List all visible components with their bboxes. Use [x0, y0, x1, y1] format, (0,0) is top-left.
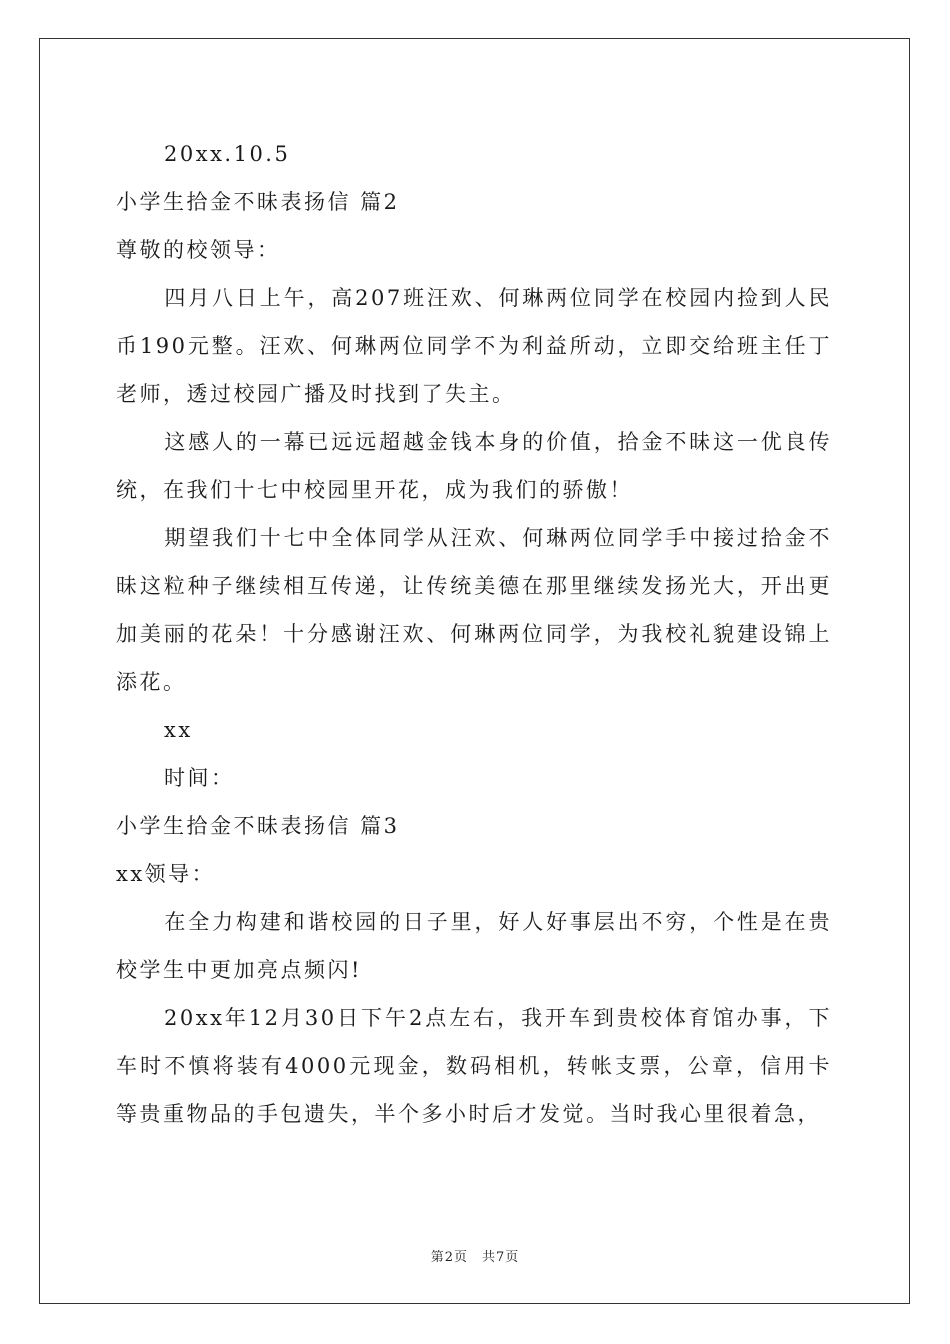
salutation-2: 尊敬的校领导： — [116, 238, 281, 262]
paragraph: 20xx年12月30日下午2点左右，我开车到贵校体育馆办事，下车时不慎将装有4000元现金，数码相机，转帐支票，公章，信用卡等贵重物品的手包遗失，半个多小时后才发觉。当时我心里很着急， — [116, 1006, 832, 1126]
page-footer — [0, 1246, 950, 1265]
section-heading-3: 小学生拾金不昧表扬信 篇3 — [116, 814, 400, 838]
section-heading-2: 小学生拾金不昧表扬信 篇2 — [116, 190, 400, 214]
paragraph: 在全力构建和谐校园的日子里，好人好事层出不穷，个性是在贵校学生中更加亮点频闪! — [116, 910, 832, 982]
page-current: 第2页 — [430, 1250, 468, 1265]
paragraph: 期望我们十七中全体同学从汪欢、何琳两位同学手中接过拾金不昧这粒种子继续相互传递，让传统美德在那里继续发扬光大，开出更加美丽的花朵！十分感谢汪欢、何琳两位同学，为我校礼貌建设锦上添花。 — [116, 526, 832, 694]
paragraph: 四月八日上午，高207班汪欢、何琳两位同学在校园内捡到人民币190元整。汪欢、何琳两位同学不为利益所动，立即交给班主任丁老师，透过校园广播及时找到了失主。 — [116, 286, 832, 406]
salutation-3: xx领导： — [116, 862, 216, 886]
signature-2: xx — [164, 718, 193, 742]
document-body — [116, 130, 832, 1138]
time-label-2: 时间： — [164, 766, 235, 790]
paragraph: 这感人的一幕已远远超越金钱本身的价值，拾金不昧这一优良传统，在我们十七中校园里开花，成为我们的骄傲！ — [116, 430, 832, 502]
date-line: 20xx.10.5 — [164, 142, 291, 166]
page-total: 共7页 — [482, 1250, 520, 1265]
